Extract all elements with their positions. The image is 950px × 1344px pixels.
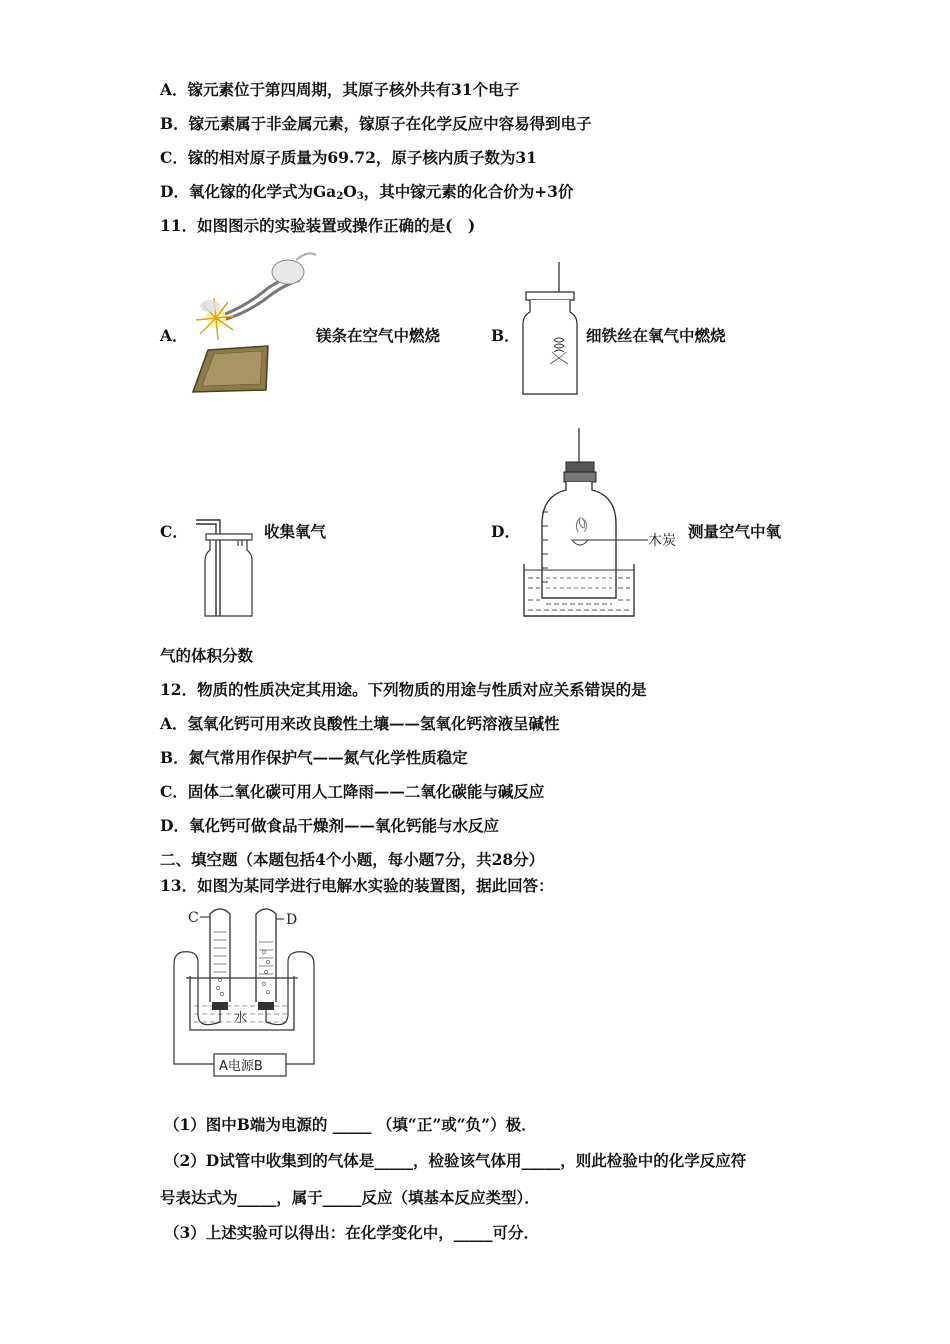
q10-option-d-mid: O xyxy=(343,182,357,201)
q10-option-d-pre: D．氧化镓的化学式为Ga xyxy=(160,182,337,201)
q13-part3: （3）上述实验可以得出：在化学变化中，_____可分． xyxy=(164,1223,540,1242)
q12-option-c: C．固体二氧化碳可用人工降雨——二氧化碳能与碱反应 xyxy=(160,782,545,801)
q10-option-c: C．镓的相对原子质量为69.72，原子核内质子数为31 xyxy=(160,148,537,167)
q11-label-c: C． xyxy=(160,522,188,541)
q11-stem: 11．如图图示的实验装置或操作正确的是( ) xyxy=(160,216,476,235)
q10-option-a: A．镓元素位于第四周期，其原子核外共有31个电子 xyxy=(160,80,520,99)
q13-part1: （1）图中B端为电源的 _____ （填“正”或“负”）极． xyxy=(164,1115,537,1134)
q11-label-b: B． xyxy=(491,326,520,345)
oxygen-measurement-figure xyxy=(520,428,690,620)
q13-part2: （2）D试管中收集到的气体是_____，检验该气体用_____，则此检验中的化学反应符 xyxy=(164,1151,747,1170)
q10-option-b: B．镓元素属于非金属元素，镓原子在化学反应中容易得到电子 xyxy=(160,114,592,133)
q12-option-b: B．氮气常用作保护气——氮气化学性质稳定 xyxy=(160,748,468,767)
oxygen-collection-figure xyxy=(192,512,260,620)
o-subscript: 3 xyxy=(356,191,364,202)
q11-caption-d: 测量空气中氧 xyxy=(688,522,782,541)
q12-stem: 12．物质的性质决定其用途。下列物质的用途与性质对应关系错误的是 xyxy=(160,680,647,699)
q10-option-d xyxy=(160,180,573,202)
q11-label-d: D． xyxy=(491,522,520,541)
q13-part2-continued: 号表达式为_____，属于_____反应（填基本反应类型）． xyxy=(160,1188,540,1207)
q11-caption-d-continued: 气的体积分数 xyxy=(160,646,254,665)
power-supply-label: A电源B xyxy=(219,1059,263,1074)
q11-caption-c: 收集氧气 xyxy=(264,522,327,541)
water-label: 水 xyxy=(234,1011,248,1026)
q12-option-d: D．氧化钙可做食品干燥剂——氧化钙能与水反应 xyxy=(160,816,499,835)
q11-caption-b: 细铁丝在氧气中燃烧 xyxy=(586,326,726,345)
magnesium-burning-figure xyxy=(188,250,318,395)
q12-option-a: A．氢氧化钙可用来改良酸性土壤——氢氧化钙溶液呈碱性 xyxy=(160,714,560,733)
tube-d-label: D xyxy=(286,912,298,928)
tube-c-label: C xyxy=(188,910,199,926)
iron-wire-burning-figure xyxy=(520,262,580,397)
electrolysis-apparatus-figure xyxy=(168,902,328,1082)
q13-stem: 13．如图为某同学进行电解水实验的装置图，据此回答： xyxy=(160,876,554,895)
q10-option-d-post: ，其中镓元素的化合价为+3价 xyxy=(363,182,574,201)
charcoal-label: 木炭 xyxy=(648,533,676,549)
q11-label-a: A． xyxy=(160,326,188,345)
section-title: 二、填空题（本题包括4个小题，每小题7分，共28分） xyxy=(160,850,545,869)
q11-caption-a: 镁条在空气中燃烧 xyxy=(316,326,441,345)
ga-subscript: 2 xyxy=(336,191,344,202)
